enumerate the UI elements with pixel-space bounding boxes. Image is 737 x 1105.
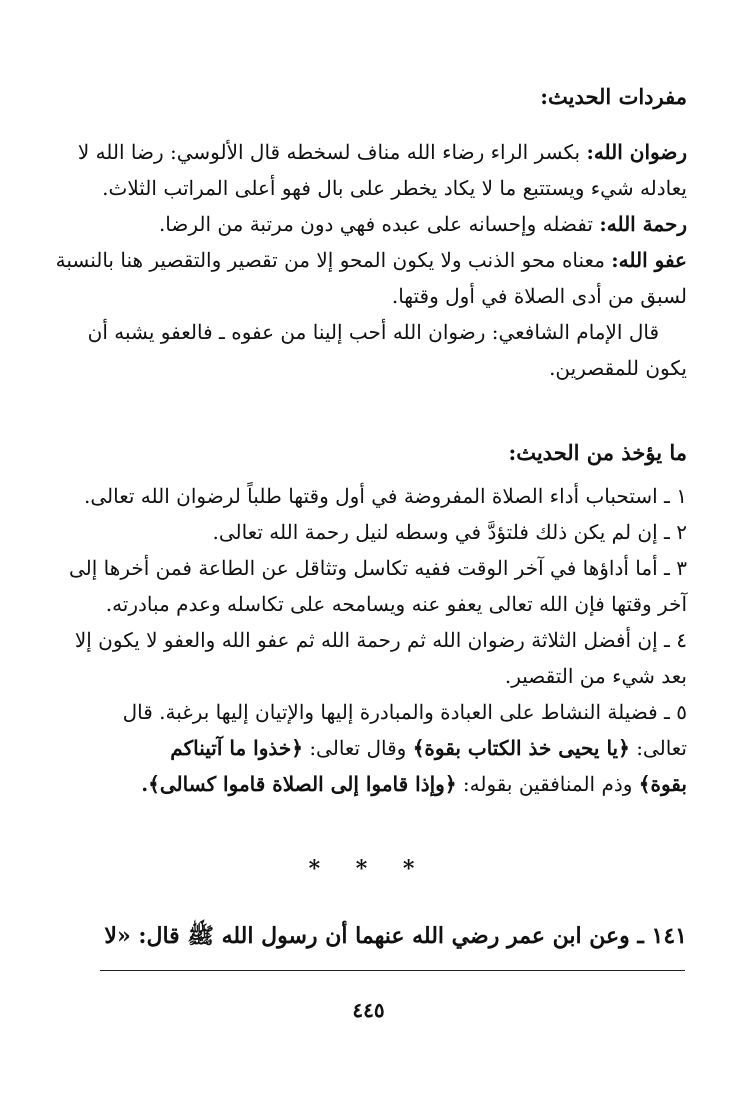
afw-term: عفو الله: — [611, 248, 687, 272]
rahma-line — [42, 206, 687, 242]
ridwan-term: رضوان الله: — [586, 140, 687, 164]
lesson-3-line-1: ٣ ـ أما أداؤها في آخر الوقت ففيه تكاسل وتثاقل عن الطاعة فمن أخرها إلى — [69, 556, 687, 580]
ridwan-definition: بكسر الراء رضاء الله مناف لسخطه قال الألوسي: رضا الله لا — [77, 140, 581, 164]
quran-quote-2-start: ﴿خذوا ما آتيناكم — [170, 736, 303, 760]
lesson-4-line-2: بعد شيء من التقصير. — [504, 664, 687, 688]
lesson-5-line-3 — [42, 766, 687, 802]
lesson-1: ١ ـ استحباب أداء الصلاة المفروضة في أول وقتها طلباً لرضوان الله تعالى. — [84, 484, 687, 508]
footnote-rule — [100, 970, 685, 971]
rahma-term: رحمة الله: — [599, 212, 687, 236]
rahma-definition: تفضله وإحسانه على عبده فهي دون مرتبة من الرضا. — [158, 212, 593, 236]
page-number: ٤٤٥ — [352, 998, 385, 1022]
shafii-line-2: يكون للمقصرين. — [549, 356, 687, 380]
section-separator: * * * — [308, 856, 429, 882]
lessons-heading: ما يؤخذ من الحديث: — [508, 440, 687, 465]
shafii-line-1: قال الإمام الشافعي: رضوان الله أحب إلينا من عفوه ـ فالعفو يشبه أن — [87, 320, 659, 344]
lesson-5-text-a: تعالى: — [636, 736, 687, 760]
afw-line-2: لسبق من أدى الصلاة في أول وقتها. — [391, 284, 687, 308]
afw-line-1 — [42, 242, 687, 278]
lessons-section — [42, 478, 687, 802]
quran-quote-3: ﴿وإذا قاموا إلى الصلاة قاموا كسالى﴾. — [141, 772, 457, 796]
quran-quote-1: ﴿يا يحيى خذ الكتاب بقوة﴾ — [412, 736, 630, 760]
afw-definition: معناه محو الذنب ولا يكون المحو إلا من تقصير والتقصير هنا بالنسبة — [55, 248, 605, 272]
quran-quote-2-end: بقوة﴾ — [638, 772, 687, 796]
lesson-5-text-c: وذم المنافقين بقوله: — [462, 772, 633, 796]
vocabulary-heading: مفردات الحديث: — [540, 84, 687, 109]
lesson-2: ٢ ـ إن لم يكن ذلك فلتؤدَّ في وسطه لنيل رحمة الله تعالى. — [212, 520, 687, 544]
lesson-3-line-2: آخر وقتها فإن الله تعالى يعفو عنه ويسامحه على تكاسله وعدم مبادرته. — [105, 592, 687, 616]
vocabulary-section — [42, 134, 687, 386]
ridwan-line-1 — [42, 134, 687, 170]
lesson-4-line-1: ٤ ـ إن أفضل الثلاثة رضوان الله ثم رحمة الله ثم عفو الله والعفو لا يكون إلا — [74, 628, 687, 652]
lesson-5-text-b: وقال تعالى: — [309, 736, 407, 760]
lesson-5-line-2 — [42, 730, 687, 766]
ridwan-line-2: يعادله شيء ويستتبع ما لا يكاد يخطر على بال فهو أعلى المراتب الثلاث. — [102, 176, 687, 200]
lesson-5-line-1: ٥ ـ فضيلة النشاط على العبادة والمبادرة إليها والإتيان إليها برغبة. قال — [122, 700, 687, 724]
next-hadith-line: ١٤١ ـ وعن ابن عمر رضي الله عنهما أن رسول الله ﷺ قال: «لا — [104, 923, 687, 949]
